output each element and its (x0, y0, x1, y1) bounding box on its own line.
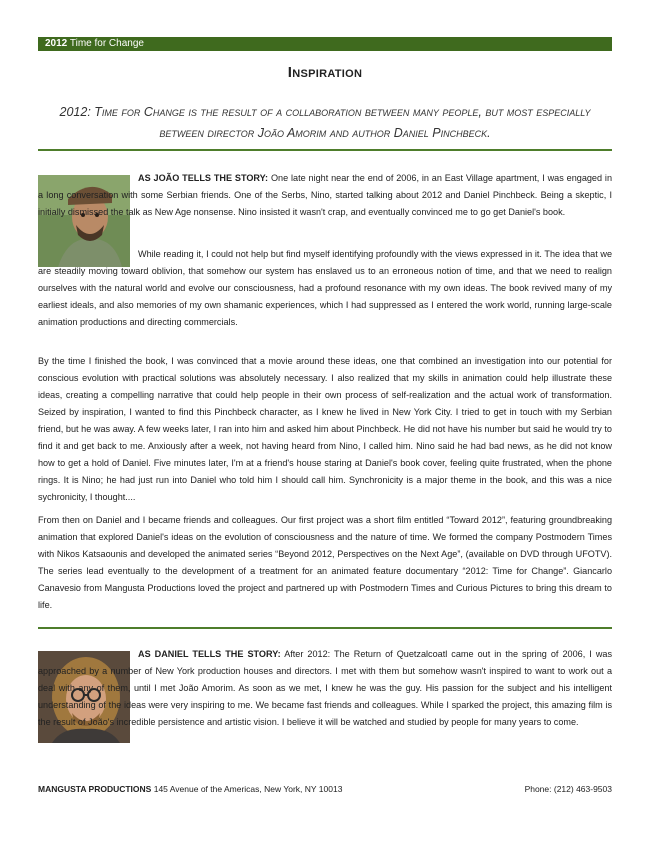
section-divider-middle (38, 627, 612, 629)
header-title: Time for Change (69, 38, 144, 49)
footer-address: 145 Avenue of the Americas, New York, NY 10013 (153, 784, 343, 794)
footer-phone: Phone: (212) 463-9503 (524, 784, 612, 794)
page-title: Inspiration (287, 64, 363, 81)
daniel-paragraph (38, 646, 612, 731)
daniel-p1-text: After 2012: The Return of Quetzalcoatl came out in the spring of 2006, I was approached by a number of New York production houses and directors. I met with them but somehow wasn't inspired to want to work out a deal with any of them, until I met João Amorim. As soon as we met, I knew he was the guy. His passion for the subject and his intelligent understanding of the ideas were very inspiring to me. We became fast friends and colleagues. While I sparked the project, this amazing film is the result of João's incredible persistence and artistic vision. I believe it will be watched and studied by people for many years to come. (38, 649, 613, 727)
header-year: 2012 (45, 38, 68, 49)
footer (38, 784, 612, 794)
joao-paragraph-4: From then on Daniel and I became friends and colleagues. Our first project was a short film entitled “Toward 2012”, featuring groundbreaking animation that explored Daniel's ideas on the evolution of consciousness and the nature of time. We formed the company Postmodern Times with Nikos Katsaounis and developed the animated series “Beyond 2012, Perspectives on the Next Age”, (available on DVD through UFOTV). The series lead eventually to the development of a treatment for an animated feature documentary “2012: Time for Change”. Giancarlo Canavesio from Mangusta Productions loved the project and partnered up with Postmodern Times and Curious Pictures to bring this dream to life. (38, 515, 612, 610)
header-bar (38, 37, 612, 51)
joao-paragraph-3: By the time I finished the book, I was convinced that a movie around these ideas, one that combined an investigation into our potential for conscious evolution with practical solutions was absolutely necessary. I also realized that my skills in animation could help illustrate these ideas, creating a compelling narrative that could help people in their own process of self-realization and the actual work of transformation. Seized by inspiration, I wanted to find this Pinchbeck character, as I knew he lived in New York City. I tried to get in touch with my Serbian friend, but he was away. A few weeks later, I ran into him and asked him about Pinchbeck. He did not have his number but said he would try to find it and get back to me. Anxiously after a week, not having heard from Nino, I called him. Nino said he had bad news, as he did not know how to get a hold of Daniel. Five minutes later, I'm at a friend's house staring at Daniel's book cover, feeling quite frustrated, when the phone rings. It is Nino; he had just run into Daniel who told him I should call him. Synchronicity is a major theme in the book, and this was a nice sychronicity, I thought.... (38, 356, 612, 502)
joao-paragraph-2: While reading it, I could not help but find myself identifying profoundly with the views expressed in it. The idea that we are steadily moving toward oblivion, that somehow our system has enslaved us to an erroneous notion of time, and that we need to realign ourselves with the natural world and evolve our consciousness, had a profound resonance with my own ideas. The book revived many of my earliest ideals, and also memories of my own shamanic experiences, which I had suppressed as I entered the work world, running large-scale animation productions and directing commercials. (38, 249, 612, 327)
section-divider-top (38, 149, 612, 151)
footer-company: MANGUSTA PRODUCTIONS (38, 784, 152, 794)
joao-lead: AS JOÃO TELLS THE STORY: (138, 173, 269, 183)
daniel-lead: AS DANIEL TELLS THE STORY: (138, 649, 281, 659)
intro-text: 2012: Time for Change is the result of a collaboration between many people, but most especially between director João Amorim and author Daniel Pinchbeck. (59, 105, 591, 140)
joao-paragraph-1 (38, 170, 612, 221)
joao-p1-text: One late night near the end of 2006, in an East Village apartment, I was engaged in a long conversation with some Serbian friends. One of the Serbs, Nino, started talking about 2012 and Daniel Pinchbeck. Being a skeptic, I initially dismissed the talk as New Age nonsense. Nino insisted it wasn't crap, and eventually convinced me to go get Daniel's book. (38, 173, 612, 217)
